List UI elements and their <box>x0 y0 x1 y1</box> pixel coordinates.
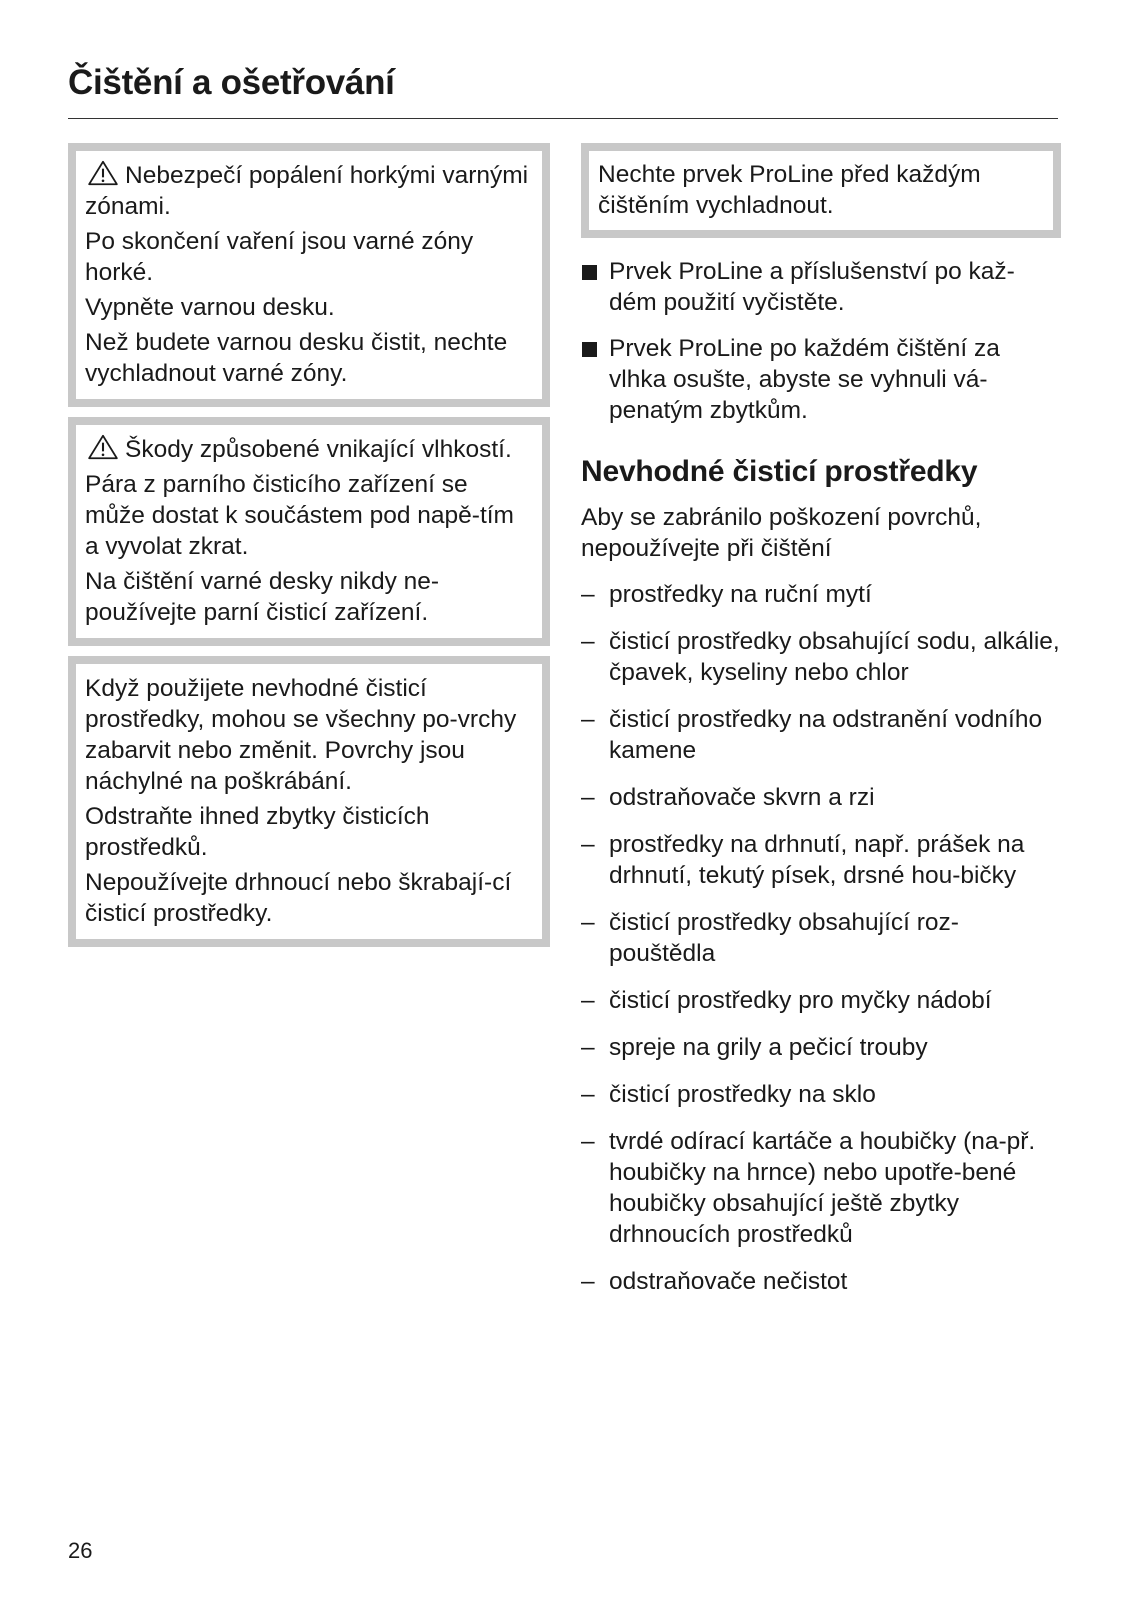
list-item <box>581 579 1061 610</box>
list-item <box>581 333 1061 426</box>
page-number: 26 <box>68 1538 93 1563</box>
page-title: Čištění a ošetřování <box>68 63 395 102</box>
list-item <box>581 1126 1061 1250</box>
list-item-text: prostředky na drhnutí, např. prášek na drhnutí, tekutý písek, drsné hou-bičky <box>609 831 1025 889</box>
list-item <box>581 1266 1061 1297</box>
dash-marker: – <box>581 909 595 936</box>
dash-marker: – <box>581 628 595 655</box>
bullet-square-icon <box>582 265 597 280</box>
list-item-text: čisticí prostředky na sklo <box>609 1081 876 1108</box>
notice-box-cleaners <box>68 656 550 947</box>
list-item-text: čisticí prostředky na odstranění vodního kamene <box>609 706 1043 764</box>
bullet-square-icon <box>582 342 597 357</box>
list-item-text: Prvek ProLine po každém čištění za vlhka osušte, abyste se vyhnuli vá-penatým zbytkům. <box>609 335 1000 424</box>
list-item <box>581 782 1061 813</box>
list-item <box>581 704 1061 766</box>
right-column <box>581 143 1061 1313</box>
warning-text: Pára z parního čisticího zařízení se může dostat k součástem pod napě-tím a vyvolat zkrat. <box>85 471 514 560</box>
notice-text: Když použijete nevhodné čisticí prostředky, mohou se všechny po-vrchy zabarvit nebo změnit. Povrchy jsou náchylné na poškrábání. <box>85 675 517 795</box>
dash-marker: – <box>581 1081 595 1108</box>
list-item <box>581 829 1061 891</box>
list-item <box>581 1032 1061 1063</box>
list-item-text: čisticí prostředky obsahující roz-pouštědla <box>609 909 959 967</box>
warning-heading-text: Škody způsobené vnikající vlhkostí. <box>125 436 512 463</box>
dash-marker: – <box>581 831 595 858</box>
warning-heading-text: Nebezpečí popálení horkými varnými zónami. <box>85 162 529 220</box>
dash-marker: – <box>581 581 595 608</box>
dash-marker: – <box>581 784 595 811</box>
warning-text: Než budete varnou desku čistit, nechte vychladnout varné zóny. <box>85 329 508 387</box>
list-item <box>581 256 1061 318</box>
list-item-text: tvrdé odírací kartáče a houbičky (na-př. houbičky na hrnce) nebo upotře-bené houbičky obsahující ještě zbytky drhnoucích prostředků <box>609 1128 1036 1248</box>
list-item-text: prostředky na ruční mytí <box>609 581 872 608</box>
warning-text: Po skončení vaření jsou varné zóny horké. <box>85 228 474 286</box>
instruction-list <box>581 256 1061 426</box>
list-item <box>581 626 1061 688</box>
warning-box-burns <box>68 143 550 407</box>
list-item <box>581 985 1061 1016</box>
list-item-text: čisticí prostředky pro myčky nádobí <box>609 987 992 1014</box>
section-heading: Nevhodné čisticí prostředky <box>581 455 978 488</box>
warning-text: Vypněte varnou desku. <box>85 294 335 321</box>
warning-triangle-icon <box>85 434 121 460</box>
title-divider <box>68 118 1058 119</box>
dash-marker: – <box>581 706 595 733</box>
list-item-text: odstraňovače skvrn a rzi <box>609 784 875 811</box>
notice-text: Nechte prvek ProLine před každým čištěním vychladnout. <box>598 161 981 219</box>
notice-text: Nepoužívejte drhnoucí nebo škrabají-cí čisticí prostředky. <box>85 869 512 927</box>
dash-marker: – <box>581 1034 595 1061</box>
list-item-text: čisticí prostředky obsahující sodu, alkálie, čpavek, kyseliny nebo chlor <box>609 628 1060 686</box>
list-item-text: Prvek ProLine a příslušenství po kaž-dém použití vyčistěte. <box>609 258 1015 316</box>
dash-marker: – <box>581 1128 595 1155</box>
list-item-text: spreje na grily a pečicí trouby <box>609 1034 928 1061</box>
warning-text: Na čištění varné desky nikdy ne-používejte parní čisticí zařízení. <box>85 568 440 626</box>
list-item <box>581 1079 1061 1110</box>
unsuitable-cleaners-list <box>581 579 1061 1297</box>
warning-heading <box>85 434 530 465</box>
dash-marker: – <box>581 987 595 1014</box>
warning-box-moisture <box>68 417 550 646</box>
dash-marker: – <box>581 1268 595 1295</box>
warning-triangle-icon <box>85 160 121 186</box>
warning-heading <box>85 160 530 222</box>
list-item-text: odstraňovače nečistot <box>609 1268 848 1295</box>
left-column <box>68 143 550 957</box>
notice-box-cooldown <box>581 143 1061 238</box>
list-item <box>581 907 1061 969</box>
notice-text: Odstraňte ihned zbytky čisticích prostředků. <box>85 803 430 861</box>
section-intro: Aby se zabránilo poškození povrchů, nepoužívejte při čištění <box>581 504 982 562</box>
